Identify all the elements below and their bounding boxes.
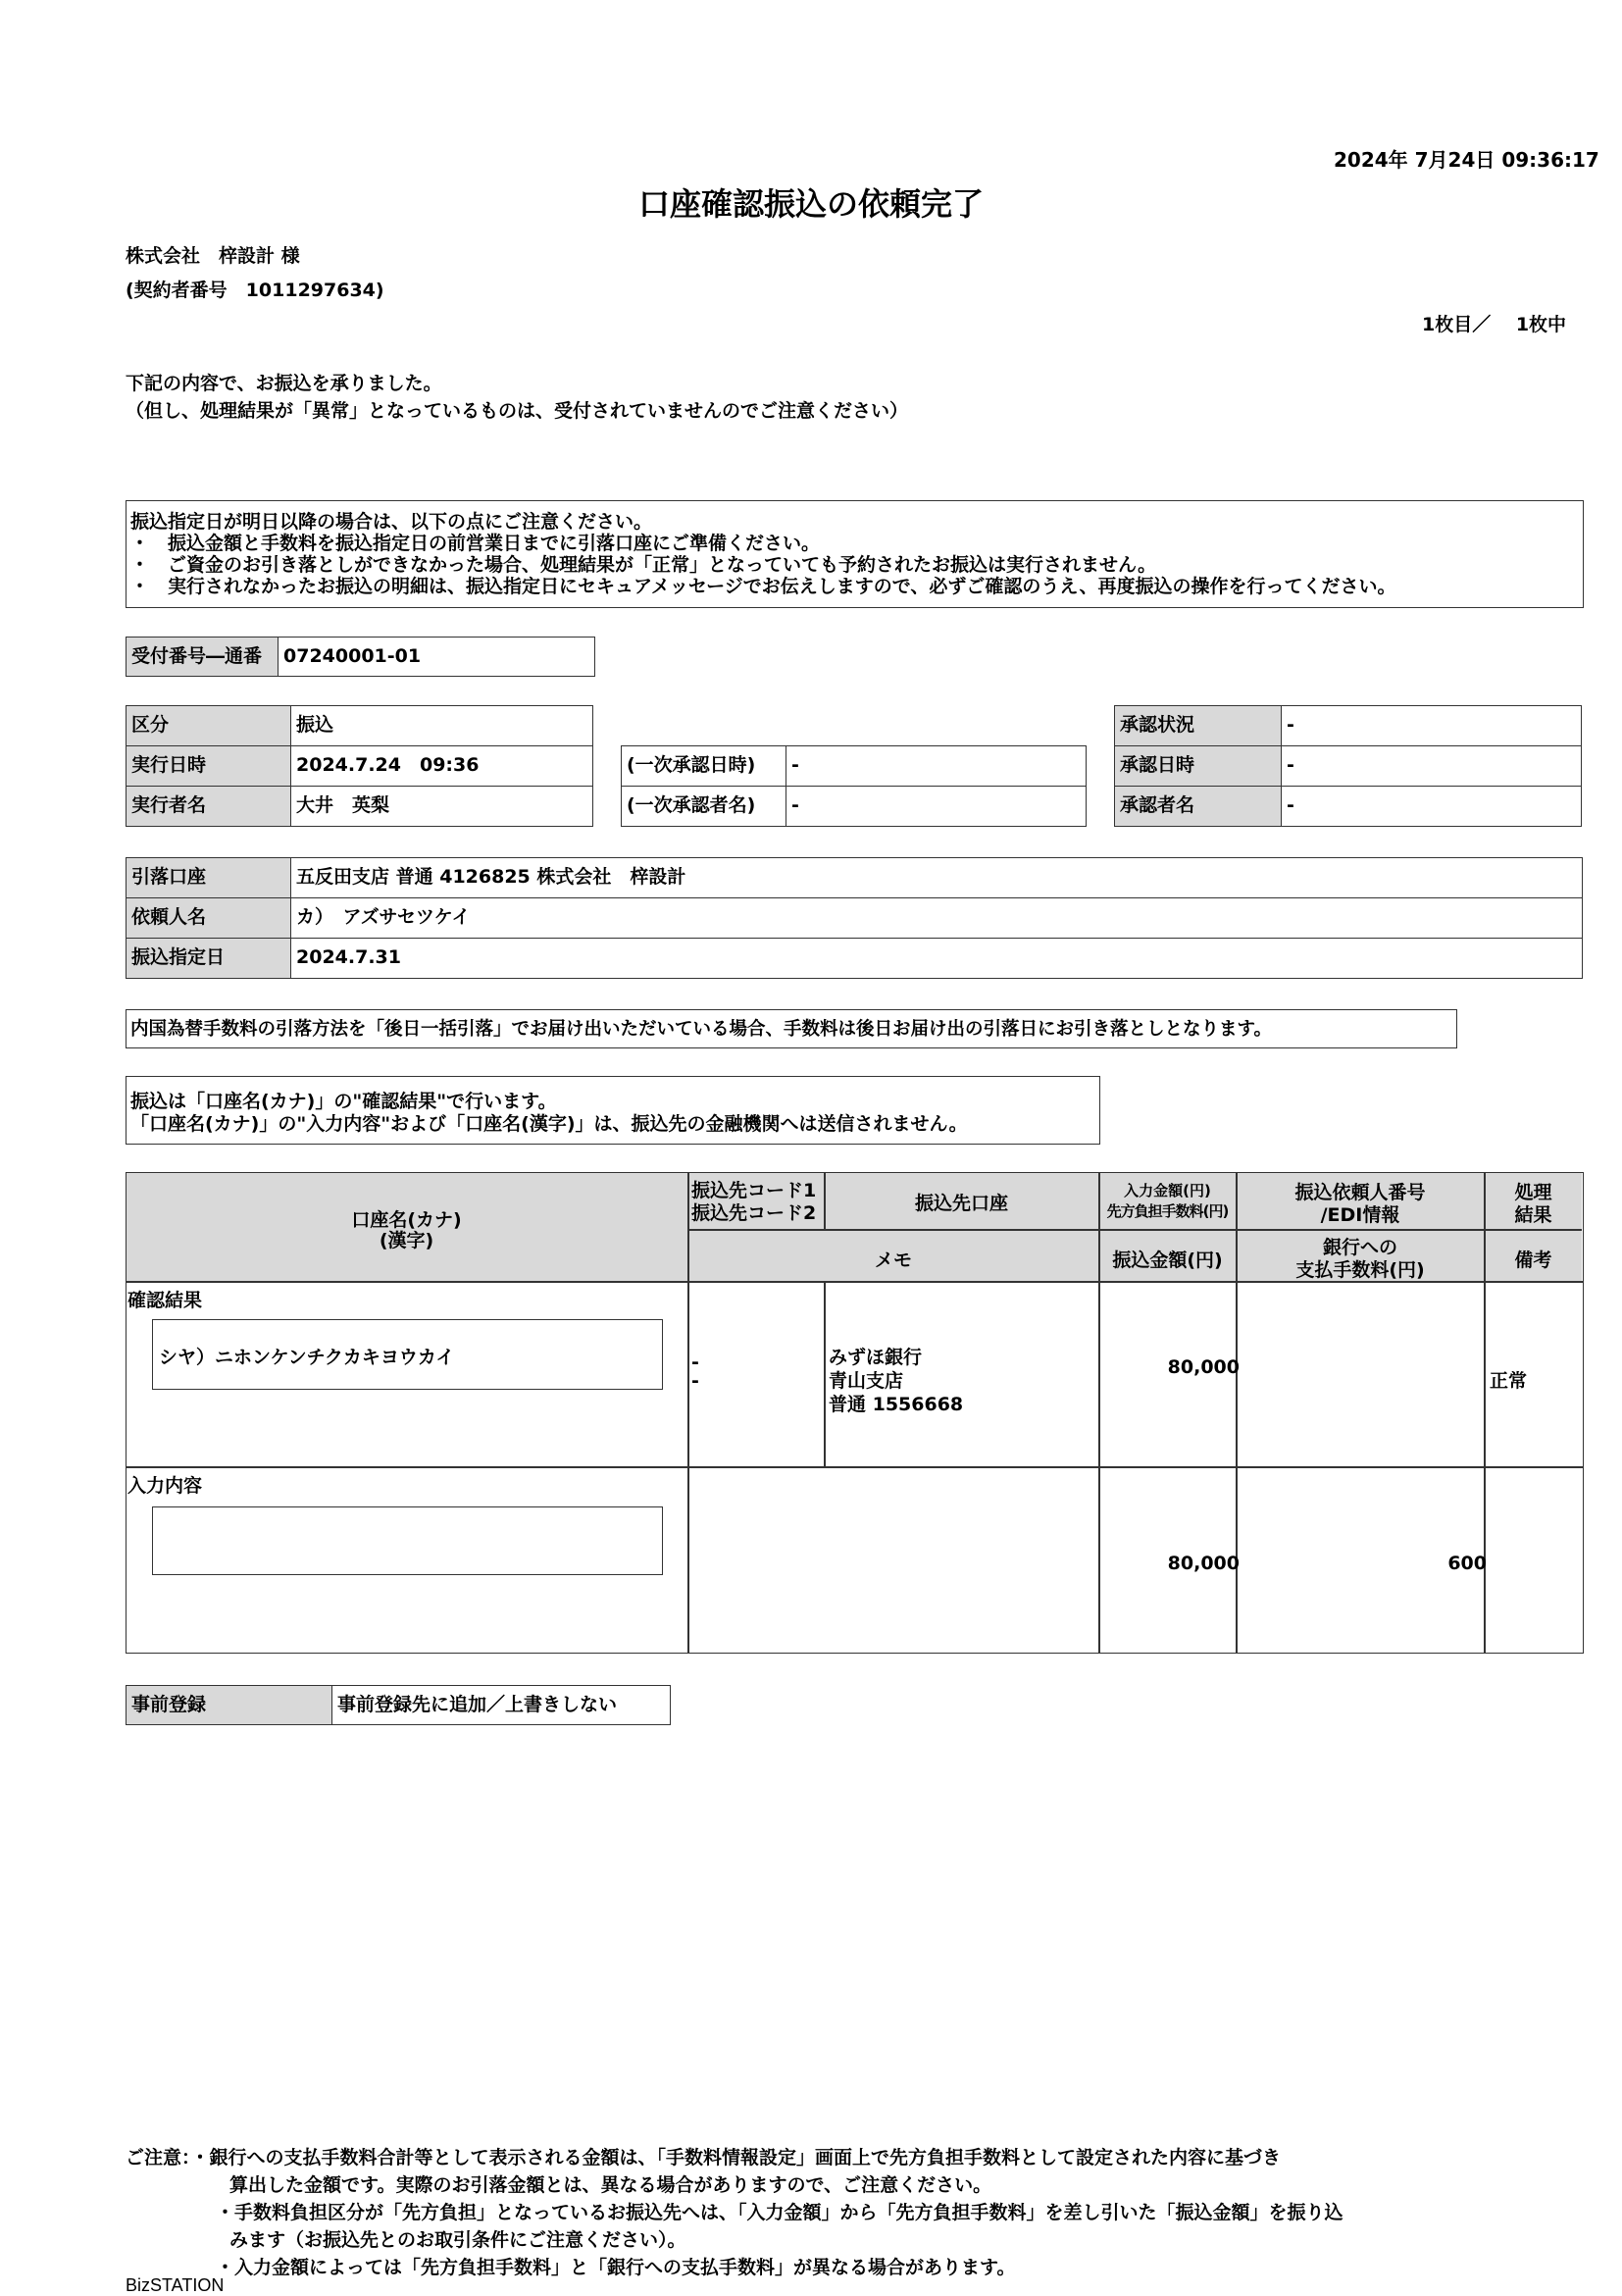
prereg-value: 事前登録先に追加／上書きしない — [332, 1686, 671, 1725]
approver-value: - — [1282, 787, 1582, 827]
kana-note-line: 「口座名(カナ)」の"入力内容"および「口座名(漢字)」は、振込先の金融機関へは送信されません。 — [130, 1113, 968, 1135]
h-line — [126, 1466, 1583, 1468]
v-line — [1484, 1172, 1486, 1653]
executor-label: 実行者名 — [127, 787, 291, 827]
requester-value: カ） アズサセツケイ — [291, 898, 1583, 939]
page-count: 1枚目／ 1枚中 — [1422, 314, 1567, 335]
issue-datetime: 2024年 7月24日 09:36:17 — [1334, 148, 1599, 172]
exec-date-value: 2024.7.24 09:36 — [291, 746, 593, 787]
notice-line: ・ 振込金額と手数料を振込指定日の前営業日までに引落口座にご準備ください。 — [130, 533, 821, 554]
col-result: 結果 — [1514, 1204, 1552, 1226]
col-bank-fee: 銀行への — [1322, 1237, 1397, 1258]
first-date-label: (一次承認日時) — [622, 746, 786, 787]
notice-line: ・ ご資金のお引き落としができなかった場合、処理結果が「正常」となっていても予約されたお振込は実行されません。 — [130, 554, 1157, 576]
exec-info-table — [126, 705, 593, 827]
h-line — [687, 1229, 1582, 1231]
footer-note: ・入力金額によっては「先方負担手数料」と「銀行への支払手数料」が異なる場合があります。 — [216, 2257, 1016, 2278]
footer-note: 算出した金額です。実際のお引落金額とは、異なる場合がありますので、ご注意ください。 — [229, 2174, 992, 2196]
v-line — [687, 1172, 689, 1653]
intro-text: 下記の内容で、お振込を承りました。 — [126, 373, 442, 394]
footer-note: みます（お振込先とのお取引条件にご注意ください）。 — [229, 2229, 686, 2251]
v-line — [824, 1281, 826, 1467]
code2-value: - — [691, 1370, 699, 1392]
account-number: 普通 1556668 — [829, 1394, 964, 1415]
intro-caution: （但し、処理結果が「異常」となっているものは、受付されていませんのでご注意ください） — [126, 400, 909, 422]
kana-note-box — [126, 1076, 1100, 1145]
confirm-label: 確認結果 — [127, 1290, 203, 1311]
brand-footer: BizSTATION — [126, 2275, 225, 2295]
col-bank-fee: 支払手数料(円) — [1295, 1259, 1425, 1281]
col-account: 振込先口座 — [914, 1193, 1008, 1214]
first-name-label: (一次承認者名) — [622, 787, 786, 827]
first-date-value: - — [786, 746, 1087, 787]
debit-value: 五反田支店 普通 4126825 株式会社 梓設計 — [291, 858, 1583, 898]
kana-note-line: 振込は「口座名(カナ)」の"確認結果"で行います。 — [130, 1091, 557, 1112]
input-fee: 600 — [1447, 1553, 1487, 1574]
prereg-table — [126, 1685, 671, 1725]
fee-note: 内国為替手数料の引落方法を「後日一括引落」でお届け出いただいている場合、手数料は後日お届け出の引落日にお引き落としとなります。 — [126, 1009, 1457, 1048]
col-name-kanji: (漢字) — [379, 1230, 434, 1251]
account-table — [126, 857, 1583, 979]
receipt-value: 07240001-01 — [279, 638, 595, 677]
approval-table — [1114, 705, 1582, 827]
code1-value: - — [691, 1352, 699, 1373]
kubun-label: 区分 — [127, 706, 291, 746]
input-amount: 80,000 — [1167, 1553, 1240, 1574]
col-memo: メモ — [874, 1250, 912, 1271]
col-payee-fee: 先方負担手数料(円) — [1106, 1202, 1229, 1220]
col-name-kana: 口座名(カナ) — [351, 1209, 462, 1231]
confirm-amount: 80,000 — [1167, 1356, 1240, 1378]
notice-line: ・ 実行されなかったお振込の明細は、振込指定日にセキュアメッセージでお伝えしますので、必ずご確認のうえ、再度振込の操作を行ってください。 — [130, 576, 1396, 597]
confirm-name-box — [152, 1319, 663, 1390]
status-label: 承認状況 — [1115, 706, 1282, 746]
col-transfer-amount: 振込金額(円) — [1112, 1250, 1223, 1271]
col-code2: 振込先コード2 — [691, 1202, 817, 1224]
page-title: 口座確認振込の依頼完了 — [637, 185, 984, 223]
contract-number: (契約者番号 1011297634) — [126, 280, 384, 301]
v-line — [1098, 1172, 1100, 1653]
footer-note: ご注意：・銀行への支払手数料合計等として表示される金額は、「手数料情報設定」画面上で先方負担手数料として設定された内容に基づき — [126, 2147, 1282, 2168]
receipt-table — [126, 637, 595, 677]
prereg-label: 事前登録 — [127, 1686, 332, 1725]
col-edi: /EDI情報 — [1320, 1204, 1400, 1226]
notice-line: 振込指定日が明日以降の場合は、以下の点にご注意ください。 — [130, 511, 653, 533]
debit-label: 引落口座 — [127, 858, 291, 898]
col-result: 処理 — [1514, 1182, 1552, 1203]
approver-label: 承認者名 — [1115, 787, 1282, 827]
kubun-value: 振込 — [291, 706, 593, 746]
col-code1: 振込先コード1 — [691, 1180, 817, 1201]
executor-value: 大井 英梨 — [291, 787, 593, 827]
input-label: 入力内容 — [127, 1475, 203, 1497]
confirm-name: シヤ）ニホンケンチクカキヨウカイ — [159, 1347, 455, 1368]
first-approval-table — [621, 745, 1087, 827]
transfer-date-label: 振込指定日 — [127, 939, 291, 979]
requester-label: 依頼人名 — [127, 898, 291, 939]
col-input-amount: 入力金額(円) — [1124, 1182, 1211, 1199]
receipt-label: 受付番号―通番 — [127, 638, 279, 677]
input-name-box — [152, 1506, 663, 1575]
company-name: 株式会社 梓設計 様 — [126, 245, 300, 267]
col-requester-no: 振込依頼人番号 — [1294, 1182, 1426, 1203]
exec-date-label: 実行日時 — [127, 746, 291, 787]
transfer-date-value: 2024.7.31 — [291, 939, 1583, 979]
first-name-value: - — [786, 787, 1087, 827]
col-remarks: 備考 — [1514, 1250, 1552, 1271]
approve-date-value: - — [1282, 746, 1582, 787]
result-value: 正常 — [1490, 1370, 1528, 1392]
branch-name: 青山支店 — [829, 1370, 904, 1392]
bank-name: みずほ銀行 — [829, 1347, 923, 1368]
footer-note: ・手数料負担区分が「先方負担」となっているお振込先へは、「入力金額」から「先方負担手数料」を差し引いた「振込金額」を振り込 — [216, 2202, 1343, 2223]
schedule-notice-box — [126, 500, 1584, 608]
status-value: - — [1282, 706, 1582, 746]
approve-date-label: 承認日時 — [1115, 746, 1282, 787]
